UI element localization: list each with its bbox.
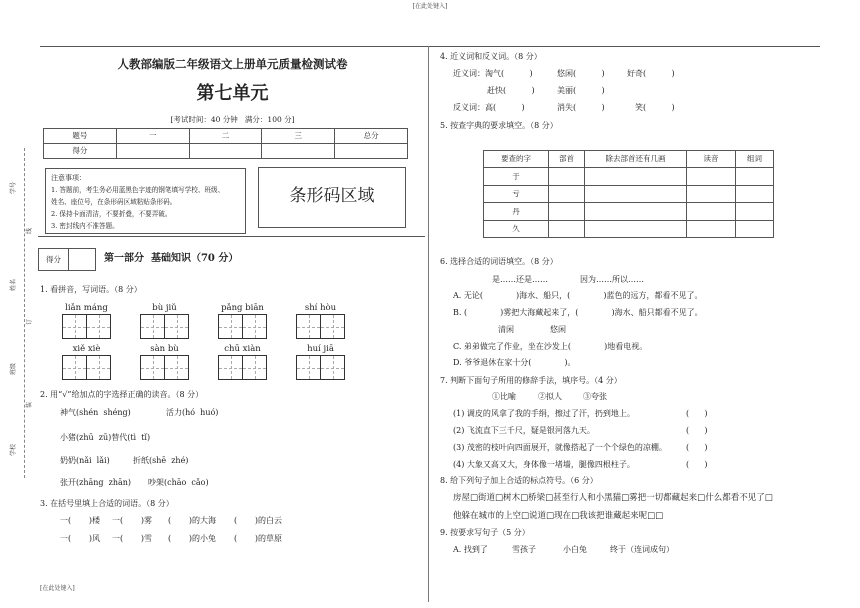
q9-word: 终于（连词成句）: [610, 545, 674, 554]
q1-writing-grid: [62, 355, 111, 380]
q5-blank-cell: [549, 203, 585, 221]
q1-writing-grid: [140, 314, 189, 339]
q5-blank-cell: [687, 168, 736, 186]
q6-choice: 因为……所以……: [580, 275, 644, 284]
q5-blank-cell: [736, 168, 774, 186]
q7-option: ③夸张: [583, 392, 607, 401]
q5-dictionary-table: [483, 150, 774, 238]
q2-item: 吵架(chāo cǎo): [148, 478, 209, 487]
column-divider: [428, 46, 429, 602]
q1-pinyin: bù jiǔ: [152, 303, 177, 313]
seal-pack-mark: 装: [26, 401, 34, 409]
q3-item: ( )的大海: [168, 516, 217, 525]
school-label: 学校: [10, 443, 18, 457]
q5-char-cell: 亏: [484, 185, 549, 203]
grid-cell: [141, 356, 164, 379]
q7-option: ②拟人: [538, 392, 562, 401]
score-header-cell: 三: [262, 129, 335, 144]
part1-score-label: 得分: [46, 255, 61, 264]
q2-item: 神气(shén shéng): [60, 408, 131, 417]
q5-blank-cell: [687, 203, 736, 221]
q4-antonym-label: 反义词：: [453, 103, 485, 112]
q7-sentence: (1) 调皮的风拿了我的手绢，擦过了汗，扔到地上。: [453, 409, 635, 418]
barcode-area: [258, 167, 406, 228]
q7-option: ①比喻: [492, 392, 516, 401]
q9-word: 小白兔: [563, 545, 587, 554]
q5-blank-cell: [585, 203, 687, 221]
score-cell: [262, 144, 335, 159]
part1-score-box: [38, 248, 96, 271]
q2-item: 张开(zhāng zhān): [60, 478, 132, 487]
q6-choice: 是……还是……: [492, 275, 548, 284]
q2-item: 活力(hó huó): [166, 408, 219, 417]
q1-pinyin: shí hòu: [304, 303, 337, 313]
grid-cell: [320, 315, 344, 338]
q7-sentence: (4) 大象又高又大，身体像一堵墙，腿像四根柱子。: [453, 460, 635, 469]
q7-title: 7. 判断下面句子所用的修辞手法，填序号。（4 分）: [440, 376, 622, 385]
header-placeholder: [在此处键入]: [412, 3, 448, 10]
q7-answer-blank: ( ): [686, 443, 708, 452]
q8-line: 房屋□街道□树木□桥梁□甚至行人和小黑猫□雾把一切都藏起来□什么都看不见了□: [453, 493, 773, 503]
score-header-cell: 一: [116, 129, 189, 144]
grid-cell: [63, 356, 86, 379]
q1-writing-grid: [62, 314, 111, 339]
q6-title: 6. 选择合适的词语填空。（8 分）: [440, 257, 558, 266]
q3-item: ( )的草原: [234, 534, 283, 543]
notes-box: [45, 168, 246, 234]
q5-header-cell: 除去部首还有几画: [585, 151, 687, 168]
q9-title: 9. 按要求写句子（5 分）: [440, 528, 530, 537]
grid-cell: [219, 356, 242, 379]
seal-bind-mark: 订: [26, 318, 34, 326]
q5-blank-cell: [549, 220, 585, 238]
q5-blank-cell: [585, 220, 687, 238]
grid-cell: [242, 315, 266, 338]
q5-blank-cell: [687, 185, 736, 203]
grid-cell: [63, 315, 86, 338]
q9-word: A. 找到了: [453, 545, 488, 554]
q5-header-cell: 读音: [687, 151, 736, 168]
q7-sentence: (2) 飞流直下三千尺，疑是银河落九天。: [453, 426, 595, 435]
q1-writing-grid: [296, 314, 345, 339]
grid-cell: [242, 356, 266, 379]
q1-title: 1. 看拼音，写词语。（8 分）: [40, 285, 142, 294]
q3-item: 一( )风: [60, 534, 101, 543]
q6-choice: 悠闲: [550, 325, 566, 334]
q4-synonym-item: 淘气( ): [485, 69, 533, 78]
grid-cell: [320, 356, 344, 379]
q5-blank-cell: [585, 185, 687, 203]
q5-blank-cell: [687, 220, 736, 238]
q6-sentence-a: A. 无论( )海水、船只，( )蓝色的远方，都看不见了。: [453, 291, 703, 300]
q9-word: 雪孩子: [512, 545, 536, 554]
q1-pinyin: chū xiàn: [224, 344, 261, 354]
grid-cell: [297, 356, 320, 379]
footer-placeholder: [在此处键入]: [40, 585, 75, 592]
binding-line: [24, 148, 25, 478]
q8-line: 他躲在城市的上空□说道□现在□我该把谁藏起来呢□□: [453, 511, 664, 521]
q3-title: 3. 在括号里填上合适的词语。（8 分）: [40, 499, 174, 508]
grid-cell: [141, 315, 164, 338]
q4-synonym-item: 美丽( ): [557, 86, 605, 95]
q6-choice: 清闲: [498, 325, 514, 334]
score-cell: [189, 144, 262, 159]
q1-writing-grid: [218, 314, 267, 339]
grid-cell: [86, 356, 110, 379]
q4-antonym-item: 高( ): [485, 103, 525, 112]
score-row-label: 得分: [44, 144, 117, 159]
q1-pinyin: xiě xiè: [72, 344, 101, 354]
q2-item: 小猪(zhū zū)替代(tì tǐ): [60, 433, 151, 442]
unit-title: 第七单元: [196, 83, 269, 104]
q5-blank-cell: [736, 203, 774, 221]
q4-antonym-item: 笑( ): [635, 103, 675, 112]
q5-header-cell: 组词: [736, 151, 774, 168]
notes-line: 1. 答题前，考生务必用蓝黑色字迹的钢笔填写学校、班级、: [51, 186, 225, 194]
exam-info: [考试时间：40 分钟 满分：100 分]: [170, 115, 295, 124]
q5-blank-cell: [736, 220, 774, 238]
q5-char-cell: 丹: [484, 203, 549, 221]
q3-item: 一( )雾: [112, 516, 153, 525]
score-cell: [335, 144, 408, 159]
section-rule: [38, 236, 425, 237]
q5-char-cell: 于: [484, 168, 549, 186]
part1-score-divider: [68, 249, 69, 270]
q6-sentence-b: B. ( )雾把大海藏起来了，( )海水、船只都看不见了。: [453, 308, 703, 317]
q5-blank-cell: [736, 185, 774, 203]
notes-line: 姓名、座位号，在条形码区域粘贴条形码。: [51, 198, 177, 206]
class-label: 班级: [10, 362, 18, 376]
part1-title: 第一部分 基础知识（70 分）: [104, 253, 239, 264]
q5-title: 5. 按查字典的要求填空。（8 分）: [440, 121, 558, 130]
q2-title: 2. 用“√”给加点的字选择正确的读音。（8 分）: [40, 390, 204, 399]
q3-item: 一( )楼: [60, 516, 101, 525]
q5-blank-cell: [585, 168, 687, 186]
notes-heading: 注意事项：: [51, 174, 86, 182]
name-label: 姓名: [10, 278, 18, 292]
score-cell: [116, 144, 189, 159]
q1-pinyin: liǎn máng: [65, 303, 108, 313]
score-header-cell: 题号: [44, 129, 117, 144]
q4-antonym-item: 消失( ): [557, 103, 605, 112]
q3-item: ( )的白云: [234, 516, 283, 525]
q1-pinyin: sàn bù: [150, 344, 179, 354]
q1-pinyin: huí jiā: [307, 344, 334, 354]
grid-cell: [164, 356, 188, 379]
score-table: [43, 128, 408, 159]
q5-blank-cell: [549, 168, 585, 186]
grid-cell: [86, 315, 110, 338]
q8-title: 8. 给下列句子加上合适的标点符号。（6 分）: [440, 476, 598, 485]
notes-line: 3. 密封线内不准答题。: [51, 222, 119, 230]
q5-blank-cell: [549, 185, 585, 203]
q5-header-cell: 要查的字: [484, 151, 549, 168]
q7-answer-blank: ( ): [686, 460, 708, 469]
q1-writing-grid: [218, 355, 267, 380]
q3-item: 一( )雪: [112, 534, 153, 543]
header-rule: [40, 46, 820, 47]
q4-title: 4. 近义词和反义词。（8 分）: [440, 52, 542, 61]
grid-cell: [297, 315, 320, 338]
seal-line-mark: 线: [26, 227, 34, 235]
grid-cell: [164, 315, 188, 338]
score-header-cell: 二: [189, 129, 262, 144]
q1-writing-grid: [296, 355, 345, 380]
q6-sentence-d: D. 爷爷退休在家十分( )。: [453, 358, 576, 367]
grid-cell: [219, 315, 242, 338]
q6-sentence-c: C. 弟弟做完了作业，坐在沙发上( )地看电视。: [453, 342, 648, 351]
q5-header-cell: 部首: [549, 151, 585, 168]
q4-synonym-item: 悠闲( ): [557, 69, 605, 78]
barcode-label: 条形码区域: [289, 186, 375, 206]
q7-answer-blank: ( ): [686, 409, 708, 418]
q4-synonym-label: 近义词：: [453, 69, 485, 78]
q7-sentence: (3) 茂密的枝叶向四面展开，就像搭起了一个个绿色的凉棚。: [453, 443, 667, 452]
q4-synonym-item: 赶快( ): [487, 86, 535, 95]
student-id-label: 学号: [10, 181, 18, 195]
q3-item: ( )的小兔: [168, 534, 217, 543]
q1-writing-grid: [140, 355, 189, 380]
score-header-cell: 总分: [335, 129, 408, 144]
q2-item: 奶奶(nǎi lǎi): [60, 456, 110, 465]
q4-synonym-item: 好奇( ): [627, 69, 675, 78]
notes-line: 2. 保持卡面清洁，不要折叠，不要弄破。: [51, 210, 172, 218]
paper-title: 人教部编版二年级语文上册单元质量检测试卷: [117, 57, 348, 71]
q1-pinyin: pǎng biān: [221, 303, 264, 313]
q5-char-cell: 久: [484, 220, 549, 238]
q2-item: 折纸(shē zhé): [133, 456, 189, 465]
q7-answer-blank: ( ): [686, 426, 708, 435]
